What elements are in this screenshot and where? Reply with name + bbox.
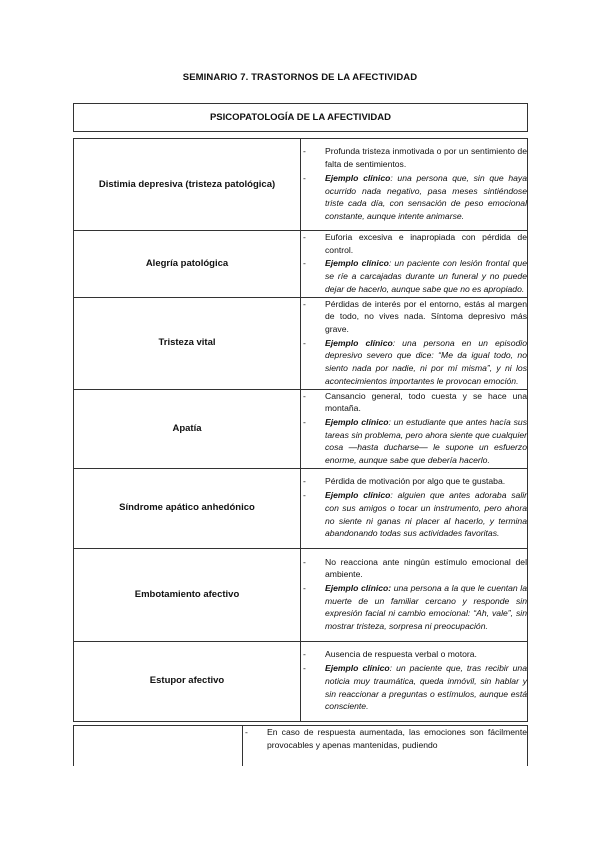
example-text: : una persona en un episodio depresivo severo que dice: “Me da igual todo, no siento nada por nadie, ni por mí misma”, y ni los acontecimientos importantes le provocan emoción. — [325, 337, 527, 386]
definition-item: - Profunda tristeza inmotivada o por un sentimiento de falta de sentimientos. — [301, 145, 527, 170]
affectivity-table — [73, 103, 528, 722]
example-label: Ejemplo clínico — [325, 172, 391, 183]
example-text: una persona a la que le cuentan la muerte de un familiar cercano y responde sin expresión facial ni cambio emocional: “Ah, vale”, sin mostrar tristeza, sorpresa ni preocupación. — [325, 583, 527, 632]
example-text: : una persona que, sin que haya ocurrido nada negativo, pasa meses sintiéndose triste cada día, con sensación de peso emocional constante, aunque intente animarse. — [325, 172, 527, 221]
example-item — [301, 662, 527, 713]
definition-item: - Pérdidas de interés por el entorno, estás al margen de todo, no vives nada. Síntoma depresivo más grave. — [301, 298, 527, 336]
description-cell — [301, 139, 528, 231]
example-item — [301, 172, 527, 223]
definition-item: - No reacciona ante ningún estímulo emocional del ambiente. — [301, 556, 527, 581]
term-cell: Apatía — [74, 389, 301, 468]
example-item — [301, 416, 527, 467]
table-header: PSICOPATOLOGÍA DE LA AFECTIVIDAD — [74, 104, 528, 132]
description-cell — [301, 231, 528, 298]
table-row — [74, 548, 528, 641]
example-text: : un estudiante que antes hacía sus tareas sin problema, pero ahora siente que cualquier cosa —hasta ducharse— le supone un esfuerzo enorme, aunque sabe que debería hacerlo. — [325, 416, 528, 466]
table-header-row — [74, 104, 528, 132]
table-row — [74, 726, 528, 767]
document-title: SEMINARIO 7. TRASTORNOS DE LA AFECTIVIDAD — [182, 72, 418, 83]
table-row — [74, 231, 528, 298]
term-cell: Síndrome apático anhedónico — [74, 468, 301, 548]
term-cell: Estupor afectivo — [74, 641, 301, 721]
example-label: Ejemplo clínico: — [325, 583, 392, 594]
example-text: : un paciente que, tras recibir una noticia muy traumática, queda inmóvil, sin hablar y sin reaccionar a preguntas o estímulos, aunque está consciente. — [325, 663, 527, 712]
table-row — [74, 641, 528, 721]
term-cell: Alegría patológica — [74, 231, 301, 298]
example-label: Ejemplo clínico — [325, 258, 389, 269]
table-row — [74, 297, 528, 389]
description-cell — [243, 726, 528, 767]
definition-item: - Pérdida de motivación por algo que te gustaba. — [301, 475, 527, 488]
table-row — [74, 468, 528, 548]
term-cell: Embotamiento afectivo — [74, 548, 301, 641]
term-cell: Distimia depresiva (tristeza patológica) — [74, 139, 301, 231]
description-cell — [301, 468, 528, 548]
table-row — [74, 389, 528, 468]
definition-item: - En caso de respuesta aumentada, las emociones son fácilmente provocables y apenas mantenidas, pudiendo — [243, 726, 527, 751]
example-text: : alguien que antes adoraba salir con sus amigos o tocar un instrumento, pero ahora no siente ni ganas ni placer al hacerlo, y termina abandonando todas sus actividades favoritas. — [325, 490, 527, 539]
example-item — [301, 257, 527, 295]
table-spacer — [74, 132, 528, 139]
example-item — [301, 489, 527, 540]
description-cell — [301, 297, 528, 389]
example-label: Ejemplo clínico — [325, 416, 389, 427]
example-label: Ejemplo clínico — [325, 663, 390, 674]
definition-item: - Euforia excesiva e inapropiada con pérdida de control. — [301, 231, 527, 256]
example-label: Ejemplo clínico — [325, 337, 393, 348]
description-cell — [301, 548, 528, 641]
definition-item: - Cansancio general, todo cuesta y se hace una montaña. — [301, 390, 527, 415]
example-item — [301, 337, 527, 388]
example-item — [301, 582, 527, 633]
term-cell — [74, 726, 243, 767]
definition-item: - Ausencia de respuesta verbal o motora. — [301, 648, 527, 661]
table-row — [74, 139, 528, 231]
term-cell: Tristeza vital — [74, 297, 301, 389]
continuation-table — [73, 725, 528, 766]
example-label: Ejemplo clínico — [325, 490, 391, 501]
description-cell — [301, 389, 528, 468]
example-text: : un paciente con lesión frontal que se ríe a carcajadas durante un funeral y no puede dejar de hacerlo, aunque sabe que no es apropiado. — [325, 258, 527, 294]
description-cell — [301, 641, 528, 721]
